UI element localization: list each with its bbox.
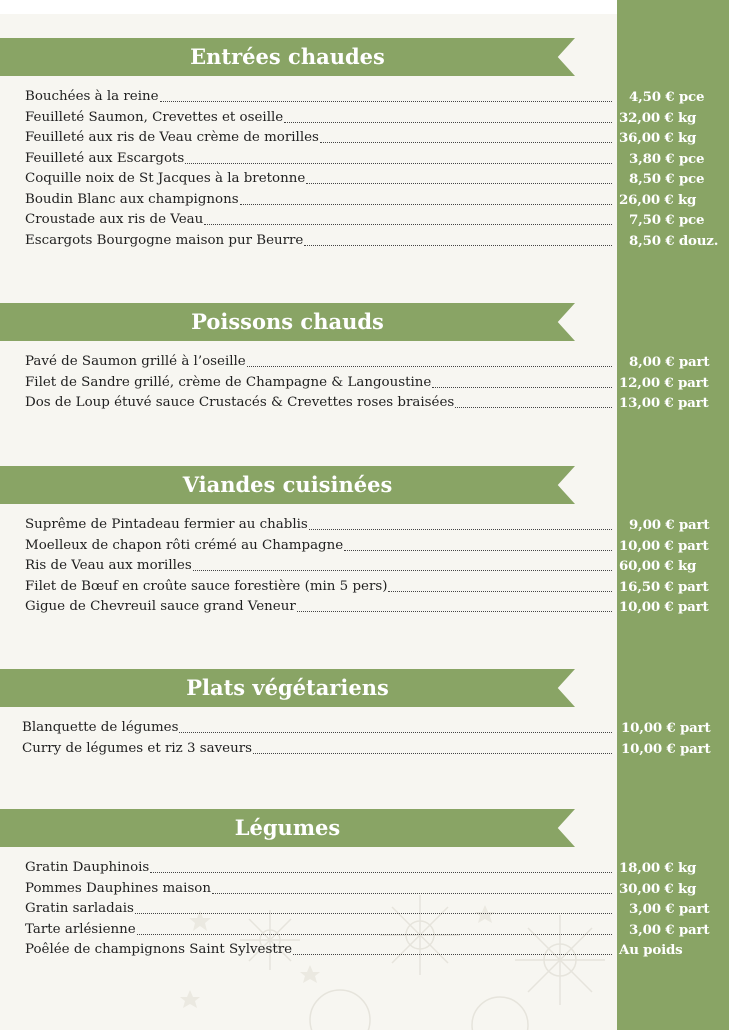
menu-list <box>0 352 729 414</box>
item-name-row <box>25 190 615 210</box>
item-price: 7,50 € pce <box>629 212 705 228</box>
dot-leader <box>309 528 612 530</box>
dot-leader <box>240 203 612 205</box>
section-title: Entrées chaudes <box>190 44 385 69</box>
item-price: 18,00 € kg <box>619 860 697 876</box>
item-name: Poêlée de champignons Saint Sylvestre <box>25 942 293 957</box>
item-name: Coquille noix de St Jacques à la bretonne <box>25 171 306 186</box>
dot-leader <box>179 731 612 733</box>
menu-item <box>0 231 729 252</box>
item-name: Feuilleté Saumon, Crevettes et oseille <box>25 109 284 125</box>
item-price: 10,00 € part <box>619 599 709 615</box>
menu-item <box>0 879 729 900</box>
menu-item <box>0 858 729 879</box>
menu-list <box>0 87 729 251</box>
item-name: Blanquette de légumes <box>22 720 179 735</box>
menu-item <box>0 190 729 211</box>
item-name-row <box>25 169 615 189</box>
item-price: 13,00 € part <box>619 395 709 411</box>
dot-leader <box>304 244 612 246</box>
item-price: 9,00 € part <box>629 517 710 533</box>
dot-leader <box>204 223 612 225</box>
item-name-row <box>25 920 615 940</box>
item-price: 10,00 € part <box>621 720 711 736</box>
section-title: Viandes cuisinées <box>182 472 393 497</box>
item-name-row <box>25 128 615 148</box>
menu-item <box>0 393 729 414</box>
item-price: 3,80 € pce <box>629 150 705 167</box>
item-name-row <box>25 108 615 128</box>
item-name: Moelleux de chapon rôti crémé au Champagne <box>25 537 344 553</box>
item-name: Escargots Bourgogne maison pur Beurre <box>25 232 304 248</box>
dot-leader <box>344 549 612 551</box>
item-name-row <box>25 940 615 960</box>
item-price: 26,00 € kg <box>619 191 697 208</box>
menu-item <box>0 940 729 961</box>
item-name: Bouchées à la reine <box>25 89 159 104</box>
dot-leader <box>247 365 612 367</box>
menu-item <box>0 597 729 618</box>
item-name: Filet de Bœuf en croûte sauce forestière (min 5 pers) <box>25 578 388 594</box>
dot-leader <box>306 182 612 184</box>
item-price: 32,00 € kg <box>619 109 697 126</box>
item-name-row <box>25 515 615 535</box>
menu-item <box>0 899 729 920</box>
item-name: Gratin sarladais <box>25 901 134 916</box>
item-name-row <box>22 718 615 738</box>
item-price: 36,00 € kg <box>619 130 697 146</box>
item-name-row <box>25 210 615 230</box>
top-band <box>0 0 617 14</box>
item-name-row <box>25 556 615 576</box>
item-price: Au poids <box>619 942 683 958</box>
menu-item <box>0 556 729 577</box>
item-name: Filet de Sandre grillé, crème de Champagne & Langoustine <box>25 374 432 390</box>
menu-item <box>0 169 729 190</box>
item-name-row <box>25 536 615 556</box>
item-name-row <box>25 858 615 878</box>
dot-leader <box>150 871 612 873</box>
menu-item <box>0 718 729 739</box>
menu-item <box>0 352 729 373</box>
item-price: 10,00 € part <box>621 740 711 757</box>
item-price: 12,00 € part <box>619 374 709 391</box>
menu-item <box>0 920 729 941</box>
item-name: Dos de Loup étuvé sauce Crustacés & Crevettes roses braisées <box>25 395 455 410</box>
item-price: 3,00 € part <box>629 921 710 938</box>
item-name-row <box>25 577 615 597</box>
item-name: Curry de légumes et riz 3 saveurs <box>22 740 252 756</box>
item-name: Croustade aux ris de Veau <box>25 212 204 227</box>
dot-leader <box>160 100 612 102</box>
item-name-row <box>25 597 615 617</box>
item-name: Tarte arlésienne <box>25 921 136 937</box>
menu-item <box>0 515 729 536</box>
menu-list <box>0 718 729 759</box>
dot-leader <box>212 892 612 894</box>
menu-item <box>0 536 729 557</box>
dot-leader <box>137 933 612 935</box>
item-name-row <box>25 879 615 899</box>
item-name: Gigue de Chevreuil sauce grand Veneur <box>25 599 296 614</box>
item-price: 30,00 € kg <box>619 880 697 897</box>
item-name: Ris de Veau aux morilles <box>25 558 192 573</box>
item-price: 8,00 € part <box>629 354 710 370</box>
menu-item <box>0 577 729 598</box>
dot-leader <box>284 121 612 123</box>
item-price: 3,00 € part <box>629 901 710 917</box>
item-name: Feuilleté aux ris de Veau crème de morilles <box>25 130 319 145</box>
dot-leader <box>432 386 612 388</box>
item-price: 8,50 € douz. <box>629 232 719 249</box>
item-name-row <box>25 352 615 372</box>
dot-leader <box>193 569 612 571</box>
item-name: Pommes Dauphines maison <box>25 880 211 896</box>
menu-item <box>0 128 729 149</box>
menu-item <box>0 210 729 231</box>
dot-leader <box>293 953 612 955</box>
section-title: Plats végétariens <box>186 675 389 700</box>
item-name-row <box>25 373 615 393</box>
dot-leader <box>185 162 612 164</box>
item-price: 8,50 € pce <box>629 171 705 187</box>
item-price: 16,50 € part <box>619 578 709 595</box>
section-title: Légumes <box>234 815 341 840</box>
item-name: Pavé de Saumon grillé à l’oseille <box>25 354 246 369</box>
item-price: 60,00 € kg <box>619 558 697 574</box>
menu-item <box>0 149 729 170</box>
menu-item <box>0 108 729 129</box>
menu-item <box>0 87 729 108</box>
dot-leader <box>253 752 612 754</box>
item-price: 10,00 € part <box>619 537 709 554</box>
dot-leader <box>320 141 612 143</box>
dot-leader <box>455 406 612 408</box>
dot-leader <box>135 912 612 914</box>
item-name-row <box>22 739 615 759</box>
item-name: Boudin Blanc aux champignons <box>25 191 239 207</box>
menu-item <box>0 373 729 394</box>
item-name-row <box>25 231 615 251</box>
item-name-row <box>25 149 615 169</box>
item-name: Gratin Dauphinois <box>25 860 150 875</box>
item-name-row <box>25 899 615 919</box>
item-price: 4,50 € pce <box>629 89 705 105</box>
menu-list <box>0 515 729 618</box>
item-name: Feuilleté aux Escargots <box>25 150 185 166</box>
dot-leader <box>388 590 612 592</box>
menu-list <box>0 858 729 961</box>
section-title: Poissons chauds <box>191 309 384 334</box>
menu-item <box>0 739 729 760</box>
item-name-row <box>25 393 615 413</box>
item-name: Suprême de Pintadeau fermier au chablis <box>25 517 308 532</box>
item-name-row <box>25 87 615 107</box>
dot-leader <box>297 610 612 612</box>
